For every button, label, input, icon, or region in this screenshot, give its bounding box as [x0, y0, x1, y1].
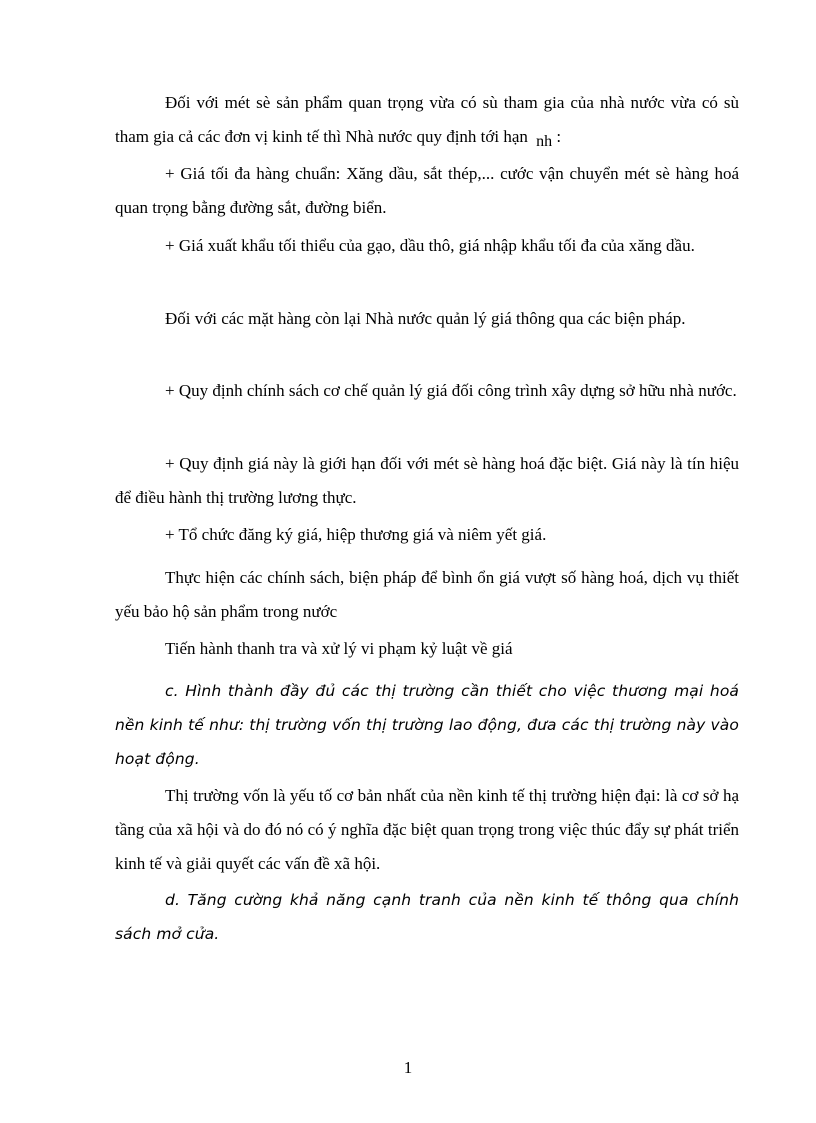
paragraph-suffix: nh — [536, 133, 553, 150]
paragraph-other-goods: Đối với các mặt hàng còn lại Nhà nước quản lý giá thông qua các biện pháp. — [165, 309, 686, 328]
paragraph-section-d: d. Tăng cường khả năng cạnh tranh của nền kinh tế thông qua chính sách mở cửa. — [115, 891, 739, 943]
paragraph-section-c: c. Hình thành đầy đủ các thị trường cần thiết cho việc thương mại hoá nền kinh tế như: thị trường vốn thị trường lao động, đưa các thị trường này vào hoạt động. — [115, 682, 739, 768]
paragraph-construction-policy: + Quy định chính sách cơ chế quản lý giá đối công trình xây dựng sở hữu nhà nước. — [165, 381, 737, 400]
paragraph-max-price: + Giá tối đa hàng chuẩn: Xăng dầu, sắt thép,... cước vận chuyển mét sè hàng hoá quan trọng bằng đường sắt, đường biển. — [115, 164, 739, 217]
page-number: 1 — [403, 1058, 413, 1077]
paragraph-min-export-price: + Giá xuất khẩu tối thiểu của gạo, dầu thô, giá nhập khẩu tối đa của xăng dầu. — [165, 236, 695, 255]
paragraph-state-pricing-intro — [115, 86, 739, 155]
paragraph-price-limit: + Quy định giá này là giới hạn đối với mét sè hàng hoá đặc biệt. Giá này là tín hiệu để điều hành thị trường lương thực. — [115, 454, 739, 507]
paragraph-capital-market: Thị trường vốn là yếu tố cơ bản nhất của nền kinh tế thị trường hiện đại: là cơ sở hạ tầng của xã hội và do đó nó có ý nghĩa đặc biệt quan trọng trong việc thúc đẩy sự phát triển kinh tế và giải quyết các vấn đề xã hội. — [115, 786, 739, 873]
paragraph-stabilization: Thực hiện các chính sách, biện pháp để bình ổn giá vượt số hàng hoá, dịch vụ thiết yếu bảo hộ sản phẩm trong nước — [115, 568, 739, 621]
paragraph-text: Đối với mét sè sản phẩm quan trọng vừa có sù tham gia của nhà nước vừa có sù tham gia cả các đơn vị kinh tế thì Nhà nước quy định tới hạn — [115, 93, 739, 146]
paragraph-inspection: Tiến hành thanh tra và xử lý vi phạm kỷ luật về giá — [165, 639, 513, 658]
paragraph-price-registration: + Tổ chức đăng ký giá, hiệp thương giá và niêm yết giá. — [165, 525, 547, 544]
paragraph-tail: : — [552, 127, 562, 146]
